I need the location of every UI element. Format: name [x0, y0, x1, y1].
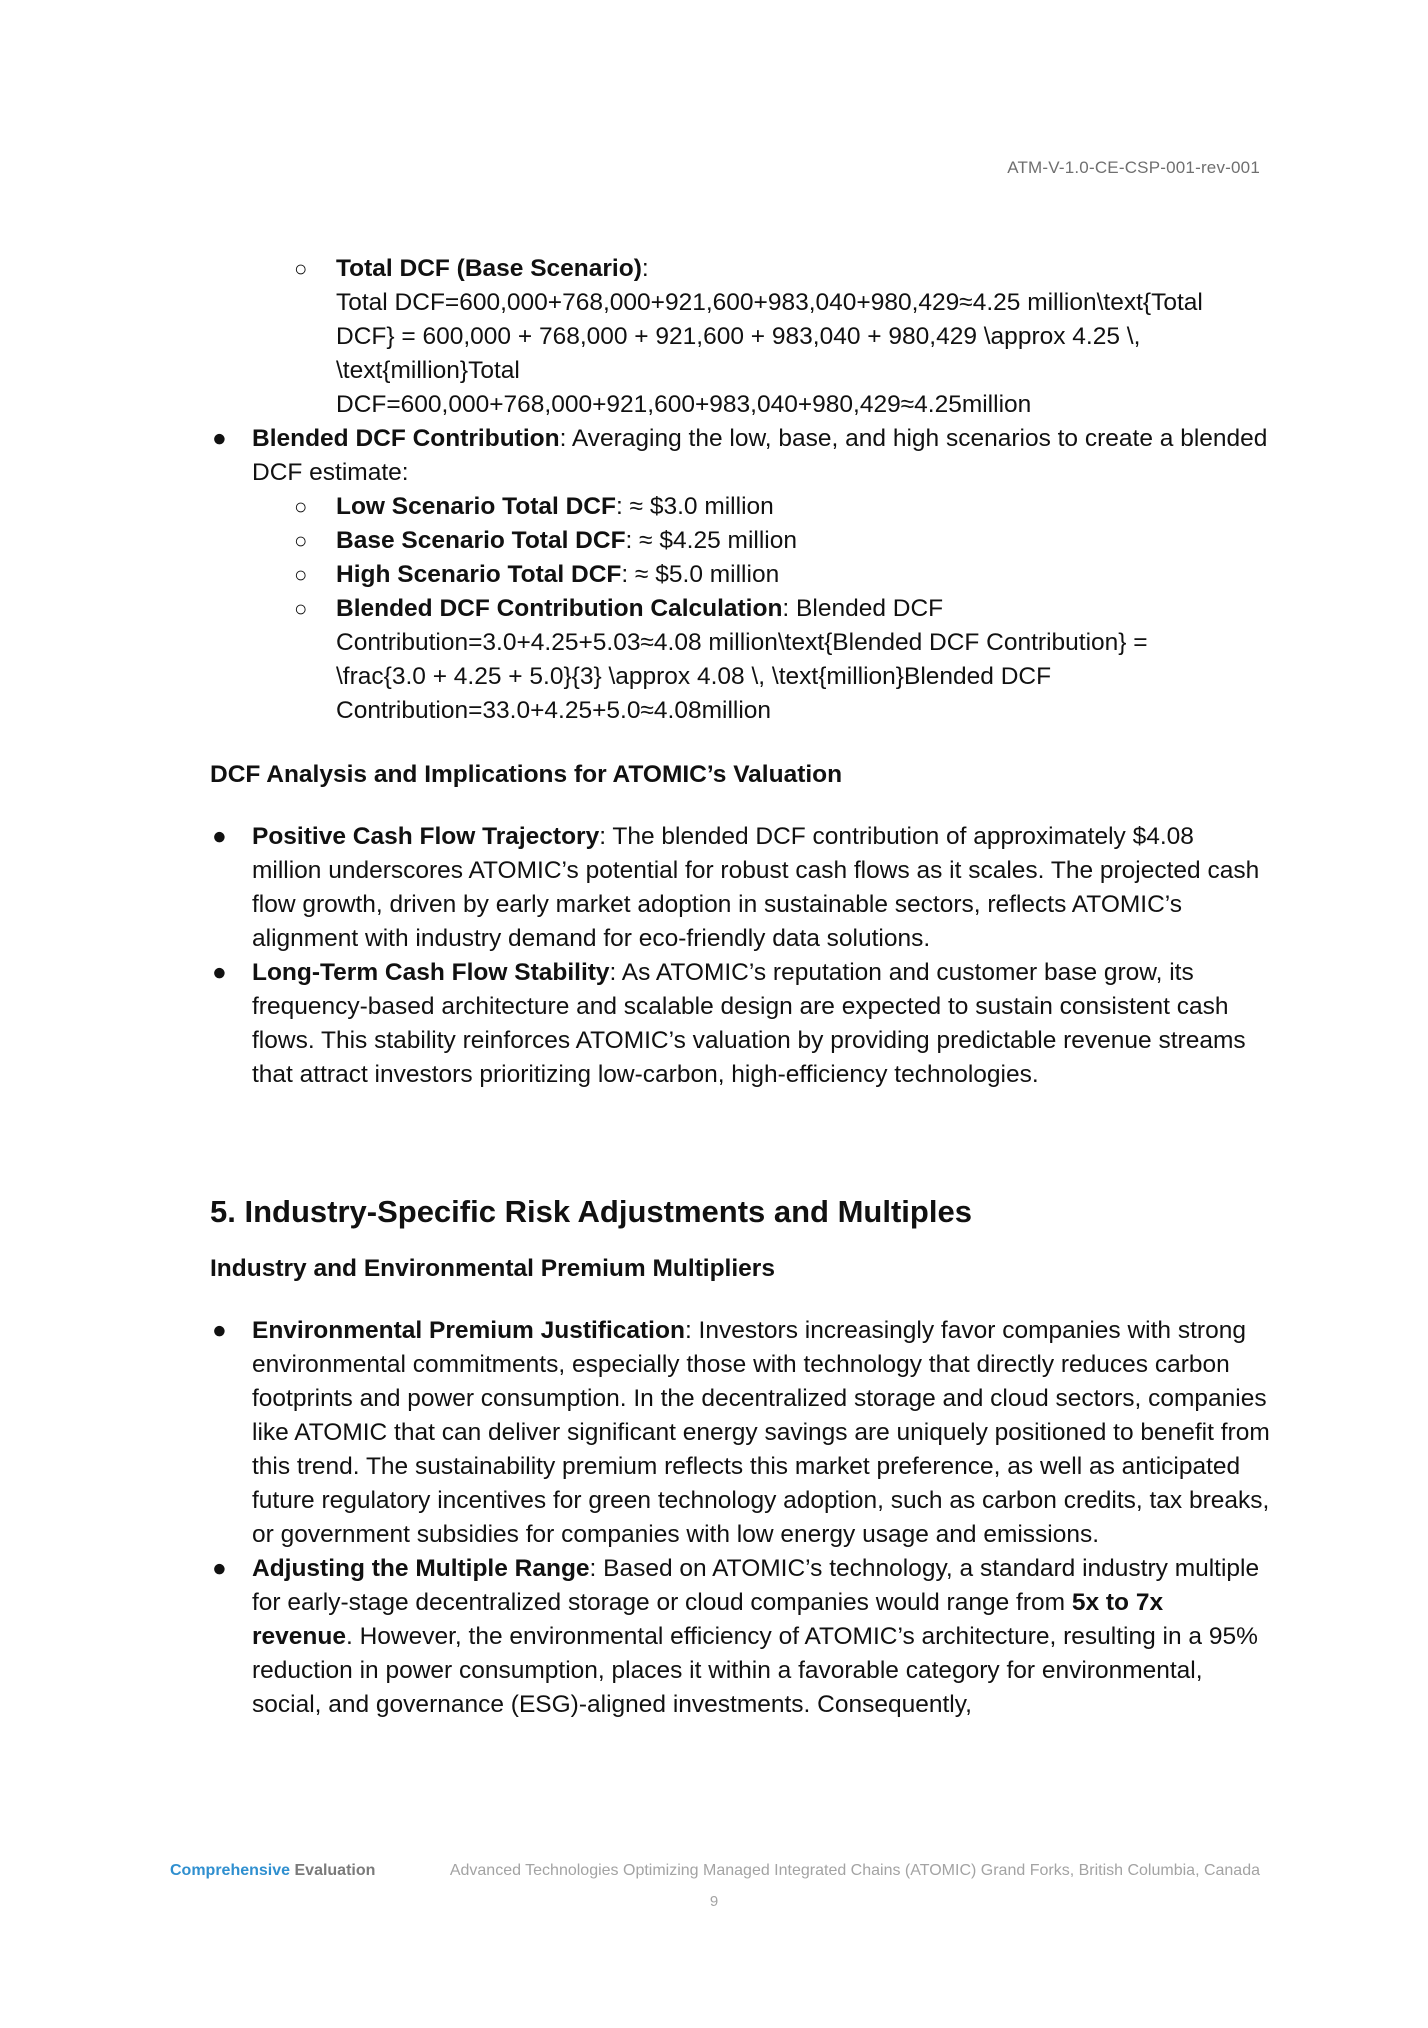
- list-item-blended-dcf: [210, 422, 1270, 490]
- bullet-icon: ●: [212, 425, 227, 452]
- item-label: Base Scenario Total DCF: [336, 527, 626, 554]
- item-label: High Scenario Total DCF: [336, 561, 622, 588]
- footer-title-rest: Evaluation: [290, 1862, 376, 1879]
- item-value: : ≈ $3.0 million: [615, 493, 774, 520]
- formula-line: Contribution=3.0+4.25+5.03≈4.08 million\text{Blended DCF Contribution} =: [336, 629, 1148, 656]
- item-value: : ≈ $4.25 million: [625, 527, 797, 554]
- list-item-base-total: ○ Total DCF (Base Scenario): Total DCF=600,000+768,000+921,600+983,040+980,429≈4.25 million\text{Total DCF} = 600,000 + 768,000 + 921,600 + 983,040 + 980,429 \approx 4.25 \, \text{million}Total DCF=600,000+768,000+921,600+983,040+980,429≈4.25million: [210, 252, 1270, 422]
- item-label: Environmental Premium Justification: [252, 1317, 685, 1344]
- circle-bullet-icon: ○: [294, 596, 308, 621]
- list-item-positive-cash-flow: [210, 820, 1270, 956]
- bullet-icon: ●: [212, 823, 227, 850]
- bullet-icon: ●: [212, 1555, 227, 1582]
- document-id: ATM-V-1.0-CE-CSP-001-rev-001: [1007, 158, 1260, 177]
- item-label: Blended DCF Contribution Calculation: [336, 595, 783, 622]
- list-item-high-scenario: [210, 558, 1270, 592]
- formula-line: Contribution=33.0+4.25+5.0≈4.08million: [336, 697, 772, 724]
- bullet-icon: ●: [212, 959, 227, 986]
- page-number: 9: [709, 1893, 719, 1910]
- formula-line: Total DCF=600,000+768,000+921,600+983,040+980,429≈4.25 million\text{Total: [336, 289, 1203, 316]
- item-label: Long-Term Cash Flow Stability: [252, 959, 610, 986]
- item-label: Adjusting the Multiple Range: [252, 1555, 590, 1582]
- item-label: Positive Cash Flow Trajectory: [252, 823, 600, 850]
- circle-bullet-icon: ○: [294, 494, 308, 519]
- item-text: : Based on ATOMIC’s technology, a standard industry multiple for early-stage decentralized storage or cloud companies would range from: [252, 1555, 1260, 1616]
- item-text: . However, the environmental efficiency of ATOMIC’s architecture, resulting in a 95% reduction in power consumption, places it within a favorable category for environmental, social, and governance (ESG)-aligned investments. Consequently,: [252, 1623, 1258, 1718]
- section-heading-dcf-analysis: DCF Analysis and Implications for ATOMIC’s Valuation: [210, 761, 843, 788]
- footer-document-title: [170, 1862, 375, 1880]
- list-item-base-scenario: [210, 524, 1270, 558]
- list-item-long-term-stability: [210, 956, 1270, 1092]
- subsection-heading-premium-multipliers: Industry and Environmental Premium Multipliers: [210, 1255, 775, 1282]
- footer-title-accent: Comprehensive: [170, 1862, 291, 1879]
- bullet-icon: ●: [212, 1317, 227, 1344]
- formula-line: \text{million}Total: [336, 357, 520, 384]
- circle-bullet-icon: ○: [294, 256, 308, 281]
- item-text: : The blended DCF contribution of approximately $4.08 million underscores ATOMIC’s potential for robust cash flows as it scales. The projected cash flow growth, driven by early market adoption in sustainable sectors, reflects ATOMIC’s alignment with industry demand for eco-friendly data solutions.: [252, 823, 1260, 952]
- formula-line: DCF} = 600,000 + 768,000 + 921,600 + 983,040 + 980,429 \approx 4.25 \,: [336, 323, 1141, 350]
- item-text: : As ATOMIC’s reputation and customer base grow, its frequency-based architecture and scalable design are expected to sustain consistent cash flows. This stability reinforces ATOMIC’s valuation by providing predictable revenue streams that attract investors prioritizing low-carbon, high-efficiency technologies.: [252, 959, 1246, 1088]
- formula-line: \frac{3.0 + 4.25 + 5.0}{3} \approx 4.08 \, \text{million}Blended DCF: [336, 663, 1052, 690]
- page-content: [210, 252, 1270, 1722]
- circle-bullet-icon: ○: [294, 562, 308, 587]
- multiple-range-highlight: 5x to 7x revenue: [252, 1589, 1164, 1650]
- section-heading-5: 5. Industry-Specific Risk Adjustments and Multiples: [210, 1194, 972, 1229]
- item-text: : Investors increasingly favor companies with strong environmental commitments, especially those with technology that directly reduces carbon footprints and power consumption. In the decentralized storage and cloud sectors, companies like ATOMIC that can deliver significant energy savings are uniquely positioned to benefit from this trend. The sustainability premium reflects this market preference, as well as anticipated future regulatory incentives for green technology adoption, such as carbon credits, tax breaks, or government subsidies for companies with low energy usage and emissions.: [252, 1317, 1270, 1548]
- circle-bullet-icon: ○: [294, 528, 308, 553]
- item-label: Low Scenario Total DCF: [336, 493, 616, 520]
- item-text: : Averaging the low, base, and high scenarios to create a blended DCF estimate:: [252, 425, 1268, 486]
- list-item-adjusting-multiple: [210, 1552, 1270, 1722]
- item-label: Blended DCF Contribution: [252, 425, 560, 452]
- list-item-blended-calc: ○ Blended DCF Contribution Calculation: Blended DCF Contribution=3.0+4.25+5.03≈4.08 million\text{Blended DCF Contribution} = \frac{3.0 + 4.25 + 5.0}{3} \approx 4.08 \, \text{million}Blended DCF Contribution=33.0+4.25+5.0≈4.08million: [210, 592, 1270, 728]
- item-value: : ≈ $5.0 million: [621, 561, 780, 588]
- list-item-environmental-premium: [210, 1314, 1270, 1552]
- formula-line: DCF=600,000+768,000+921,600+983,040+980,429≈4.25million: [336, 391, 1032, 418]
- item-label: Total DCF (Base Scenario): [336, 255, 642, 282]
- list-item-low-scenario: [210, 490, 1270, 524]
- footer-company-info: Advanced Technologies Optimizing Managed Integrated Chains (ATOMIC) Grand Forks, British Columbia, Canada: [449, 1862, 1260, 1879]
